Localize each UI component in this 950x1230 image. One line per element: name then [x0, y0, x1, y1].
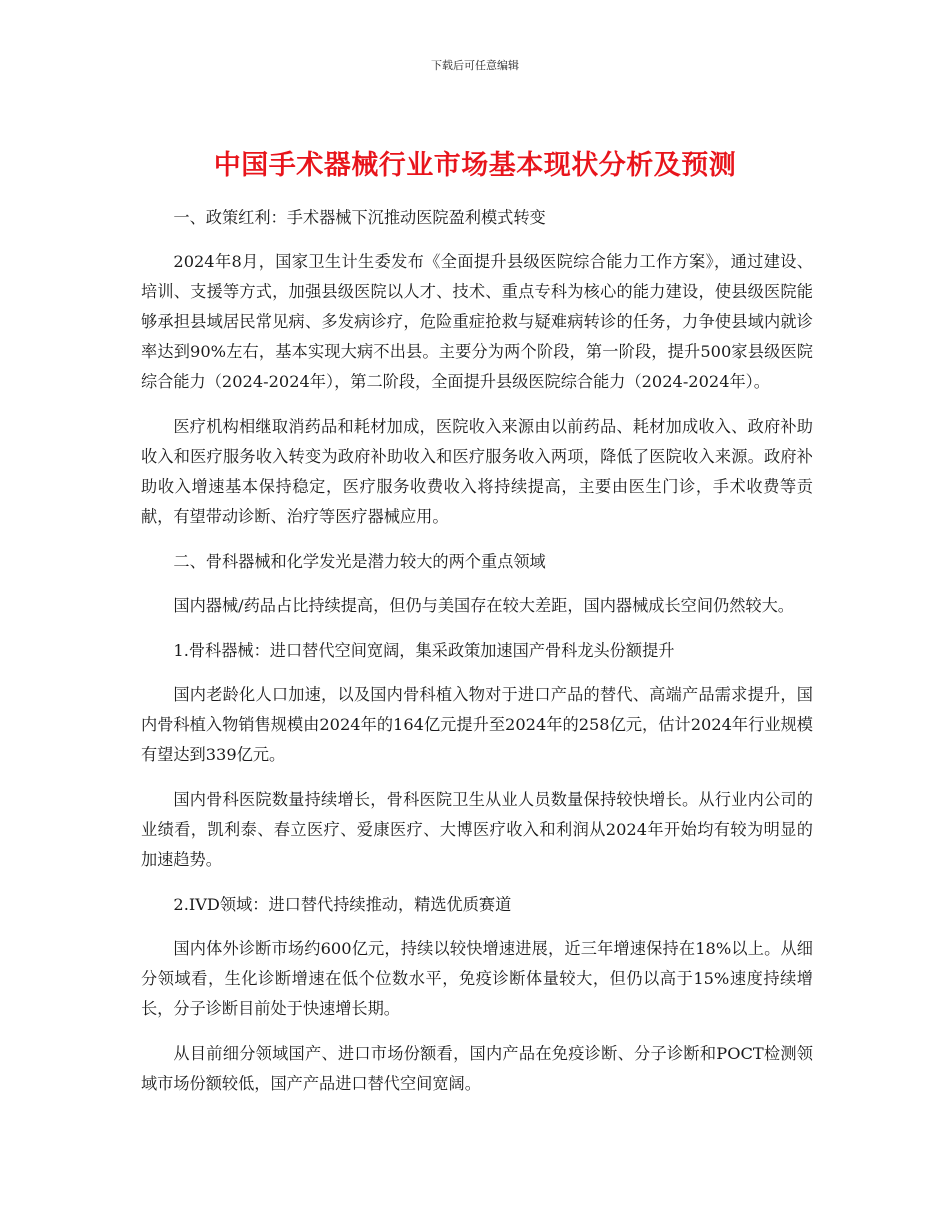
- paragraph-orthopedic-hospitals: 国内骨科医院数量持续增长，骨科医院卫生从业人员数量保持较快增长。从行业内公司的业绩看，凯利泰、春立医疗、爱康医疗、大博医疗收入和利润从2024年开始均有较为明显的加速趋势。: [141, 790, 813, 869]
- paragraph-county-hospital-plan: 2024年8月，国家卫生计生委发布《全面提升县级医院综合能力工作方案》，通过建设、培训、支援等方式，加强县级医院以人才、技术、重点专科为核心的能力建设，使县级医院能够承担县域居民常见病、多发病诊疗，危险重症抢救与疑难病转诊的任务，力争使县域内就诊率达到90%左右，基本实现大病不出县。主要分为两个阶段，第一阶段，提升500家县级医院综合能力（2024-2024年），第二阶段，全面提升县级医院综合能力（2024-2024年）。: [141, 252, 813, 391]
- subsection-heading-orthopedics: 1.骨科器械：进口替代空间宽阔，集采政策加速国产骨科龙头份额提升: [173, 641, 675, 660]
- section-heading-policy: 一、政策红利：手术器械下沉推动医院盈利模式转变: [173, 208, 546, 227]
- paragraph-hospital-income: 医疗机构相继取消药品和耗材加成，医院收入来源由以前药品、耗材加成收入、政府补助收入和医疗服务收入转变为政府补助收入和医疗服务收入两项，降低了医院收入来源。政府补助收入增速基本保持稳定，医疗服务收费收入将持续提高，主要由医生门诊，手术收费等贡献，有望带动诊断、治疗等医疗器械应用。: [141, 417, 813, 526]
- section-heading-key-fields: 二、骨科器械和化学发光是潜力较大的两个重点领域: [173, 552, 546, 571]
- document-body: [141, 203, 813, 1114]
- paragraph-device-ratio: 国内器械/药品占比持续提高，但仍与美国存在较大差距，国内器械成长空间仍然较大。: [173, 596, 794, 615]
- document-title: 中国手术器械行业市场基本现状分析及预测: [213, 150, 737, 181]
- header-note: 下载后可任意编辑: [431, 59, 519, 72]
- subsection-heading-ivd: 2.IVD领域：进口替代持续推动，精选优质赛道: [173, 895, 512, 914]
- paragraph-ivd-market: 国内体外诊断市场约600亿元，持续以较快增速进展，近三年增速保持在18%以上。从细分领域看，生化诊断增速在低个位数水平，免疫诊断体量较大，但仍以高于15%速度持续增长，分子诊断目前处于快速增长期。: [141, 939, 813, 1018]
- paragraph-ivd-share: 从目前细分领域国产、进口市场份额看，国内产品在免疫诊断、分子诊断和POCT检测领域市场份额较低，国产产品进口替代空间宽阔。: [141, 1044, 813, 1093]
- paragraph-orthopedic-market: 国内老龄化人口加速，以及国内骨科植入物对于进口产品的替代、高端产品需求提升，国内骨科植入物销售规模由2024年的164亿元提升至2024年的258亿元，估计2024年行业规模有望达到339亿元。: [141, 685, 813, 764]
